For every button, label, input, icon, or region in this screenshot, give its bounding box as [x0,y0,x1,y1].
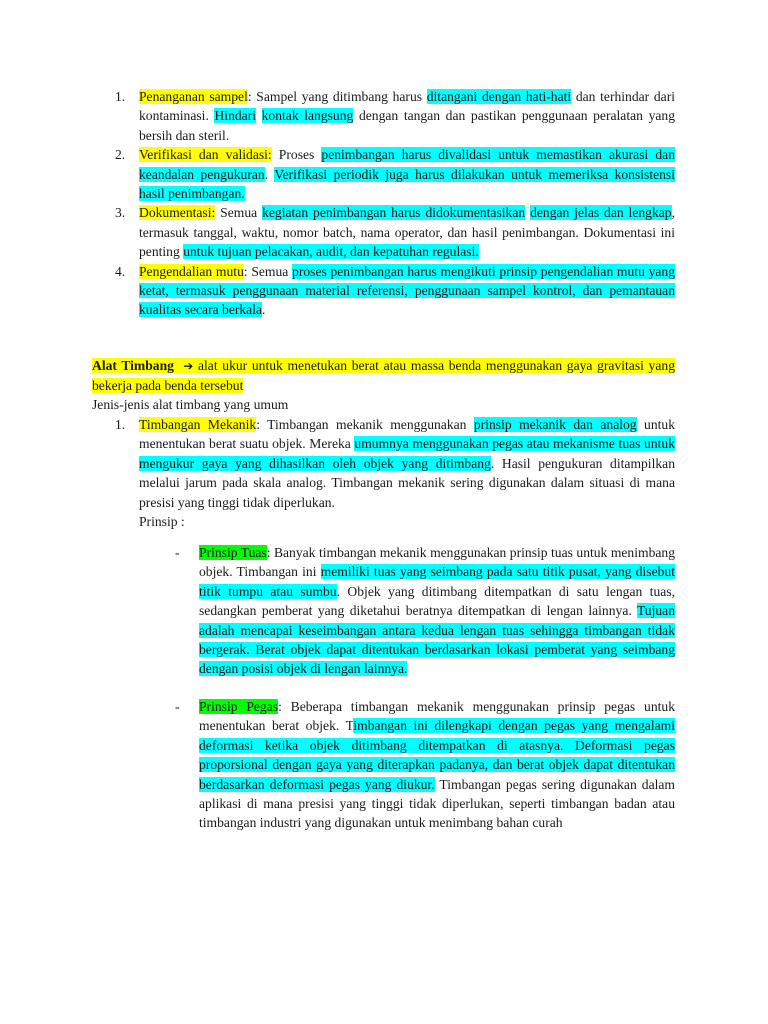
principle-item [175,697,675,833]
section-heading [92,356,675,396]
highlighted-text: umumnya menggunakan pegas atau mekanisme tuas untuk mengukur gaya yang dihasilkan oleh objek yang ditimbang [139,436,676,471]
principle-item [175,543,676,679]
text-run [256,108,262,123]
text-run: Proses [271,147,322,163]
highlighted-text: Verifikasi dan validasi: [139,147,272,163]
list-item [115,203,675,261]
list-item [115,415,676,512]
highlighted-text: kegiatan penimbangan harus didokumentasikan [262,205,526,221]
list-number: 4. [115,263,126,279]
list-item-text [139,87,675,145]
heading-title: Alat Timbang [92,358,174,373]
list-dash: - [175,699,180,714]
text-run: : Timbangan mekanik menggunakan [256,417,474,432]
text-run: . [262,302,266,318]
weighing-requirements-list [115,87,675,320]
highlighted-text: Tujuan adalah mencapai keseimbangan antara kedua lengan tuas sehingga timbangan tidak bergerak. Berat objek dapat ditentukan berdasarkan lokasi pemberat yang seimbang dengan posisi objek di lengan lainnya. [199,603,675,677]
highlighted-text: untuk tujuan pelacakan, audit, dan kepatuhan regulasi. [183,244,479,260]
principle-text [199,543,675,679]
list-number: 1. [115,89,126,104]
highlighted-text: prinsip mekanik dan analog [473,417,637,432]
text-run: . Hasil pengukuran ditampilkan melalui jarum pada skala analog. Timbangan mekanik sering digunakan dalam situasi di mana presisi yang tinggi tidak diperlukan. [139,455,675,510]
highlighted-text: memiliki tuas yang seimbang pada satu titik pusat, yang disebut titik tumpu atau sumbu [199,564,675,599]
principle-text [199,697,675,833]
list-dash: - [175,545,180,560]
highlighted-text: Penanganan sampel [139,89,248,104]
highlighted-text: proses penimbangan harus mengikuti prinsip pengendalian mutu yang ketat, termasuk penggunaan material referensi, penggunaan sampel kontrol, dan pemantauan kualitas secara berkala [139,263,675,318]
highlighted-text: Prinsip Pegas [199,699,279,714]
text-run: : Beberapa timbangan mekanik menggunakan prinsip pegas untuk menentukan berat objek. T [199,699,675,734]
list-number: 3. [115,205,126,221]
highlighted-text: dengan jelas dan lengkap [530,205,672,221]
list-item [115,262,675,320]
highlighted-text: ditangani dengan hati-hati [426,89,572,104]
list-item [115,87,675,145]
text-run: . [264,166,275,182]
text-run: dan terhindar dari kontaminasi. [139,89,675,124]
text-run: dengan tangan dan pastikan penggunaan peralatan yang bersih dan steril. [139,108,675,143]
highlighted-text: imbangan ini dilengkapi dengan pegas yang mengalami deformasi ketika objek ditimbang ditempatkan di atasnya. Deformasi pegas proporsional dengan gaya yang diterapkan padanya, dan berat objek dapat ditentukan berdasarkan deformasi pegas yang diukur. [199,718,675,792]
highlighted-text: Hindari [214,108,256,124]
text-run: : Banyak timbangan mekanik menggunakan prinsip tuas untuk menimbang objek. Timbangan ini [199,545,676,580]
text-run: : Semua [243,263,293,279]
highlighted-text: Prinsip Tuas [199,545,267,560]
text-run: , termasuk tanggal, waktu, nomor batch, nama operator, dan hasil penimbangan. Dokumentasi ini penting [139,205,675,260]
highlighted-text: penimbangan harus divalidasi untuk memastikan akurasi dan keandalan pengukuran [139,147,675,182]
text-run: untuk menentukan berat suatu objek. Mereka [139,417,675,452]
highlighted-text: kontak langsung [261,108,354,124]
list-item-text [139,415,675,512]
arrow-icon: ➔ [183,359,194,373]
principle-label: Prinsip : [139,514,185,529]
text-run: : Sampel yang ditimbang harus [247,89,427,104]
text-run: . Objek yang ditimbang ditempatkan di satu lengan tuas, sedangkan pemberat yang diketahui beratnya ditempatkan di lengan lainnya. [199,583,675,619]
highlighted-text: Timbangan Mekanik [139,417,257,432]
list-item-text [139,145,675,203]
heading-text: alat ukur untuk menetukan berat atau massa benda menggunakan gaya gravitasi yang bekerja pada benda tersebut [92,358,675,394]
list-number: 1. [115,417,126,432]
list-number: 2. [115,147,126,163]
subsection-intro: Jenis-jenis alat timbang yang umum [92,397,289,412]
list-item [115,145,675,203]
highlighted-text: Verifikasi periodik juga harus dilakukan untuk memeriksa konsistensi hasil penimbangan. [139,166,675,202]
text-run: Timbangan pegas sering digunakan dalam aplikasi di mana presisi yang tinggi tidak diperlukan, seperti timbangan badan atau timbangan industri yang digunakan untuk menimbang bahan curah [199,776,675,831]
list-item-text [139,203,675,261]
highlighted-text: Pengendalian mutu [139,263,244,279]
text-run: Semua [215,205,263,221]
highlighted-text: Dokumentasi: [139,205,216,221]
list-item-text [139,262,675,320]
